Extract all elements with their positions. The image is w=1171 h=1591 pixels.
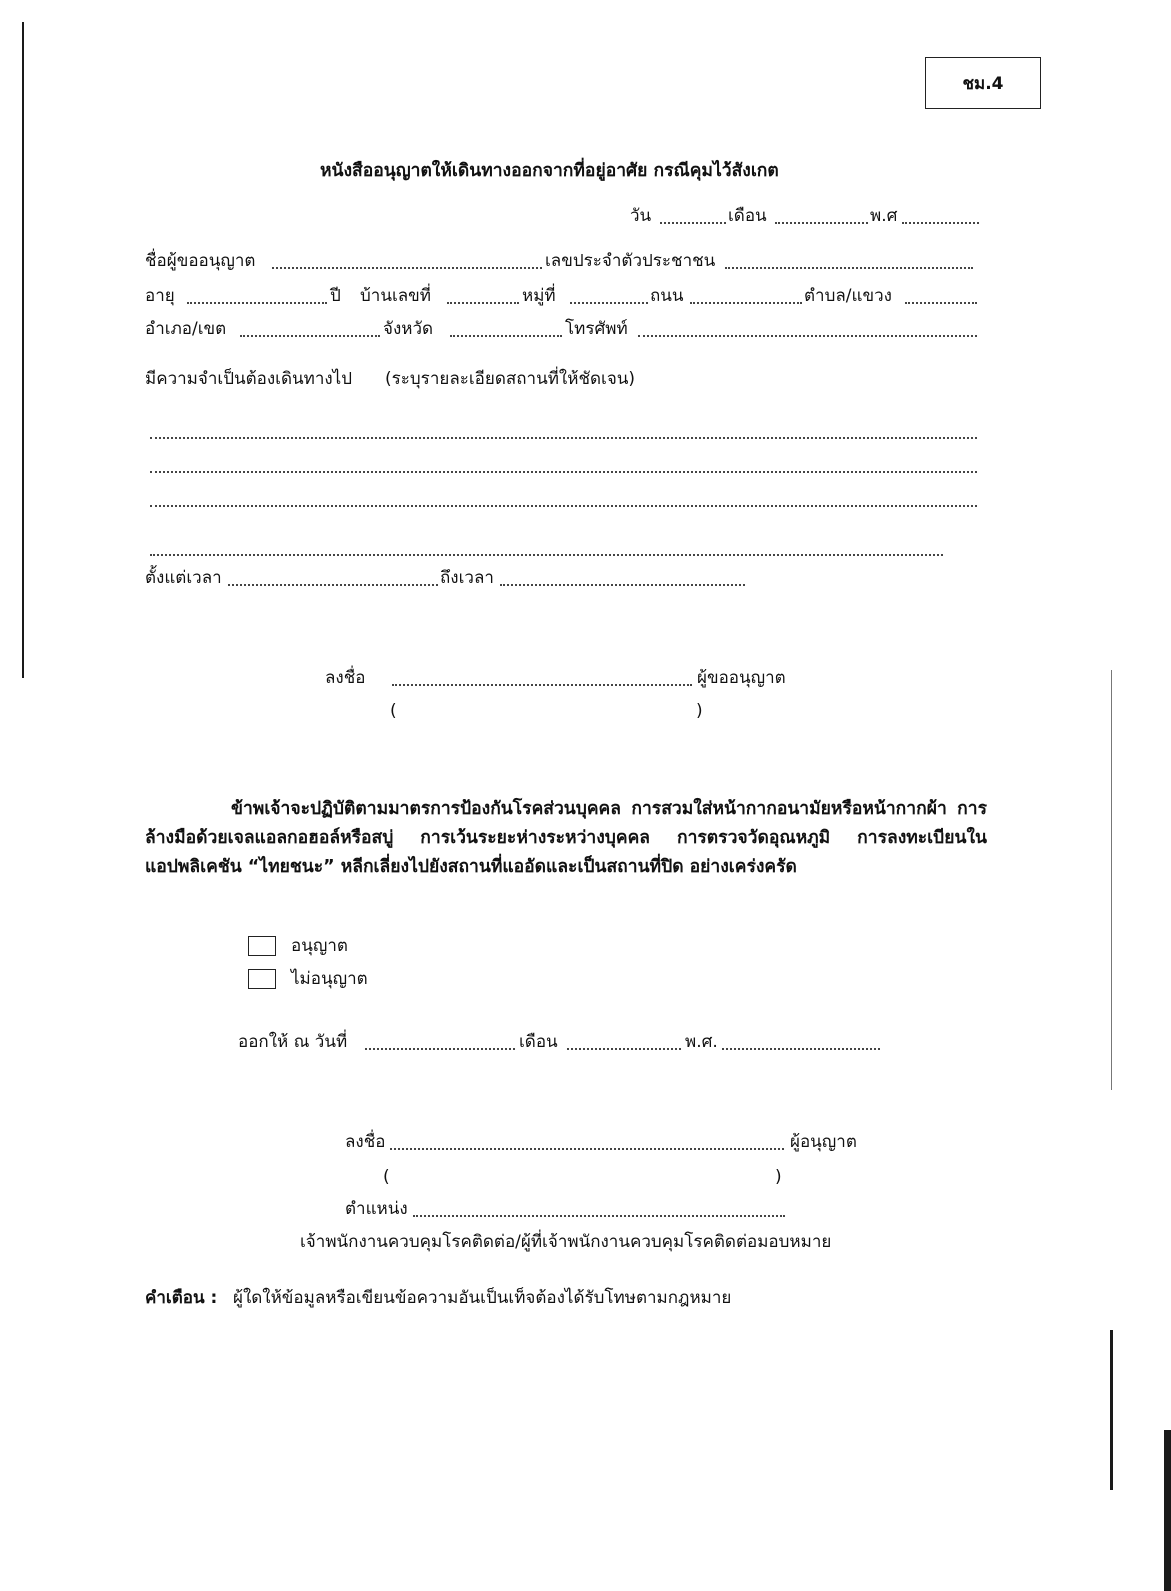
travel-need-hint: (ระบุรายละเอียดสถานที่ให้ชัดเจน) <box>385 369 636 389</box>
approve-checkbox[interactable] <box>248 936 276 956</box>
document-title: หนังสืออนุญาตให้เดินทางออกจากที่อยู่อาศัย กรณีคุมไว้สังเกต <box>320 161 779 181</box>
age-unit: ปี <box>330 286 341 306</box>
form-code-box <box>925 57 1041 109</box>
age-label: อายุ <box>145 286 175 306</box>
date-year-field[interactable] <box>902 222 979 224</box>
warning-label: คำเตือน : <box>145 1288 218 1308</box>
travel-need-label: มีความจำเป็นต้องเดินทางไป <box>145 369 353 389</box>
travel-detail-line-3[interactable] <box>150 505 977 507</box>
from-time-field[interactable] <box>228 584 438 586</box>
issued-day-field[interactable] <box>365 1048 515 1050</box>
officer-sign-label: ลงชื่อ <box>345 1132 386 1152</box>
age-field[interactable] <box>187 302 327 304</box>
subdistrict-field[interactable] <box>905 302 977 304</box>
scan-edge-left <box>22 22 24 678</box>
applicant-sign-label: ลงชื่อ <box>325 668 366 688</box>
phone-field[interactable] <box>638 335 977 337</box>
applicant-name-close-paren: ) <box>696 701 703 721</box>
from-time-label: ตั้งแต่เวลา <box>145 568 222 588</box>
scan-edge-right <box>1110 1330 1113 1490</box>
house-no-label: บ้านเลขที่ <box>360 286 432 306</box>
travel-detail-line-1[interactable] <box>150 437 977 439</box>
road-field[interactable] <box>690 302 802 304</box>
district-field[interactable] <box>240 335 380 337</box>
applicant-name-label: ชื่อผู้ขออนุญาต <box>145 251 256 271</box>
deny-label: ไม่อนุญาต <box>291 969 368 989</box>
pledge-text: ข้าพเจ้าจะปฏิบัติตามมาตรการป้องกันโรคส่วนบุคคล การสวมใส่หน้ากากอนามัยหรือหน้ากากผ้า การล้างมือด้วยเจลแอลกอฮอล์หรือสบู่ การเว้นระยะห่างระหว่างบุคคล การตรวจวัดอุณหภูมิ การลงทะเบียนในแอปพลิเคชัน “ไทยชนะ” หลีกเลี่ยงไปยังสถานที่แออัดและเป็นสถานที่ปิด อย่างเคร่งครัด <box>145 799 987 877</box>
date-month-label: เดือน <box>728 206 767 226</box>
scan-edge-far-right <box>1164 1430 1171 1591</box>
moo-field[interactable] <box>570 302 648 304</box>
national-id-label: เลขประจำตัวประชาชน <box>545 251 716 271</box>
moo-label: หมู่ที่ <box>522 286 556 306</box>
date-year-label: พ.ศ <box>870 206 898 226</box>
officer-name-open-paren: ( <box>383 1167 390 1187</box>
issued-year-label: พ.ศ. <box>685 1032 718 1052</box>
national-id-field[interactable] <box>725 267 973 269</box>
issued-date-label: ออกให้ ณ วันที่ <box>238 1032 348 1052</box>
officer-position-label: ตำแหน่ง <box>345 1199 408 1219</box>
approve-label: อนุญาต <box>291 936 348 956</box>
province-field[interactable] <box>450 335 562 337</box>
phone-label: โทรศัพท์ <box>565 319 628 339</box>
officer-role-label: ผู้อนุญาต <box>790 1132 857 1152</box>
to-time-label: ถึงเวลา <box>440 568 494 588</box>
province-label: จังหวัด <box>383 319 434 339</box>
road-label: ถนน <box>650 286 684 306</box>
applicant-role-label: ผู้ขออนุญาต <box>697 668 786 688</box>
issued-month-field[interactable] <box>567 1048 681 1050</box>
scan-edge-right-upper <box>1111 670 1112 1090</box>
subdistrict-label: ตำบล/แขวง <box>804 286 892 306</box>
date-day-field[interactable] <box>660 222 726 224</box>
form-code: ชม.4 <box>962 73 1004 94</box>
applicant-name-open-paren: ( <box>390 701 397 721</box>
issued-month-label: เดือน <box>519 1032 558 1052</box>
pledge-paragraph <box>145 795 987 882</box>
date-day-label: วัน <box>630 206 652 226</box>
officer-position-field[interactable] <box>413 1215 785 1217</box>
district-label: อำเภอ/เขต <box>145 319 227 339</box>
travel-detail-line-4[interactable] <box>150 554 943 556</box>
date-month-field[interactable] <box>775 222 868 224</box>
officer-name-close-paren: ) <box>775 1167 782 1187</box>
warning-text: ผู้ใดให้ข้อมูลหรือเขียนข้อความอันเป็นเท็จต้องได้รับโทษตามกฎหมาย <box>233 1288 732 1308</box>
to-time-field[interactable] <box>500 584 745 586</box>
applicant-name-field[interactable] <box>272 267 542 269</box>
travel-detail-line-2[interactable] <box>150 471 977 473</box>
applicant-sign-field[interactable] <box>392 684 692 686</box>
deny-checkbox[interactable] <box>248 969 276 989</box>
officer-title: เจ้าพนักงานควบคุมโรคติดต่อ/ผู้ที่เจ้าพนักงานควบคุมโรคติดต่อมอบหมาย <box>300 1232 832 1252</box>
officer-sign-field[interactable] <box>390 1148 784 1150</box>
house-no-field[interactable] <box>447 302 519 304</box>
issued-year-field[interactable] <box>722 1048 880 1050</box>
